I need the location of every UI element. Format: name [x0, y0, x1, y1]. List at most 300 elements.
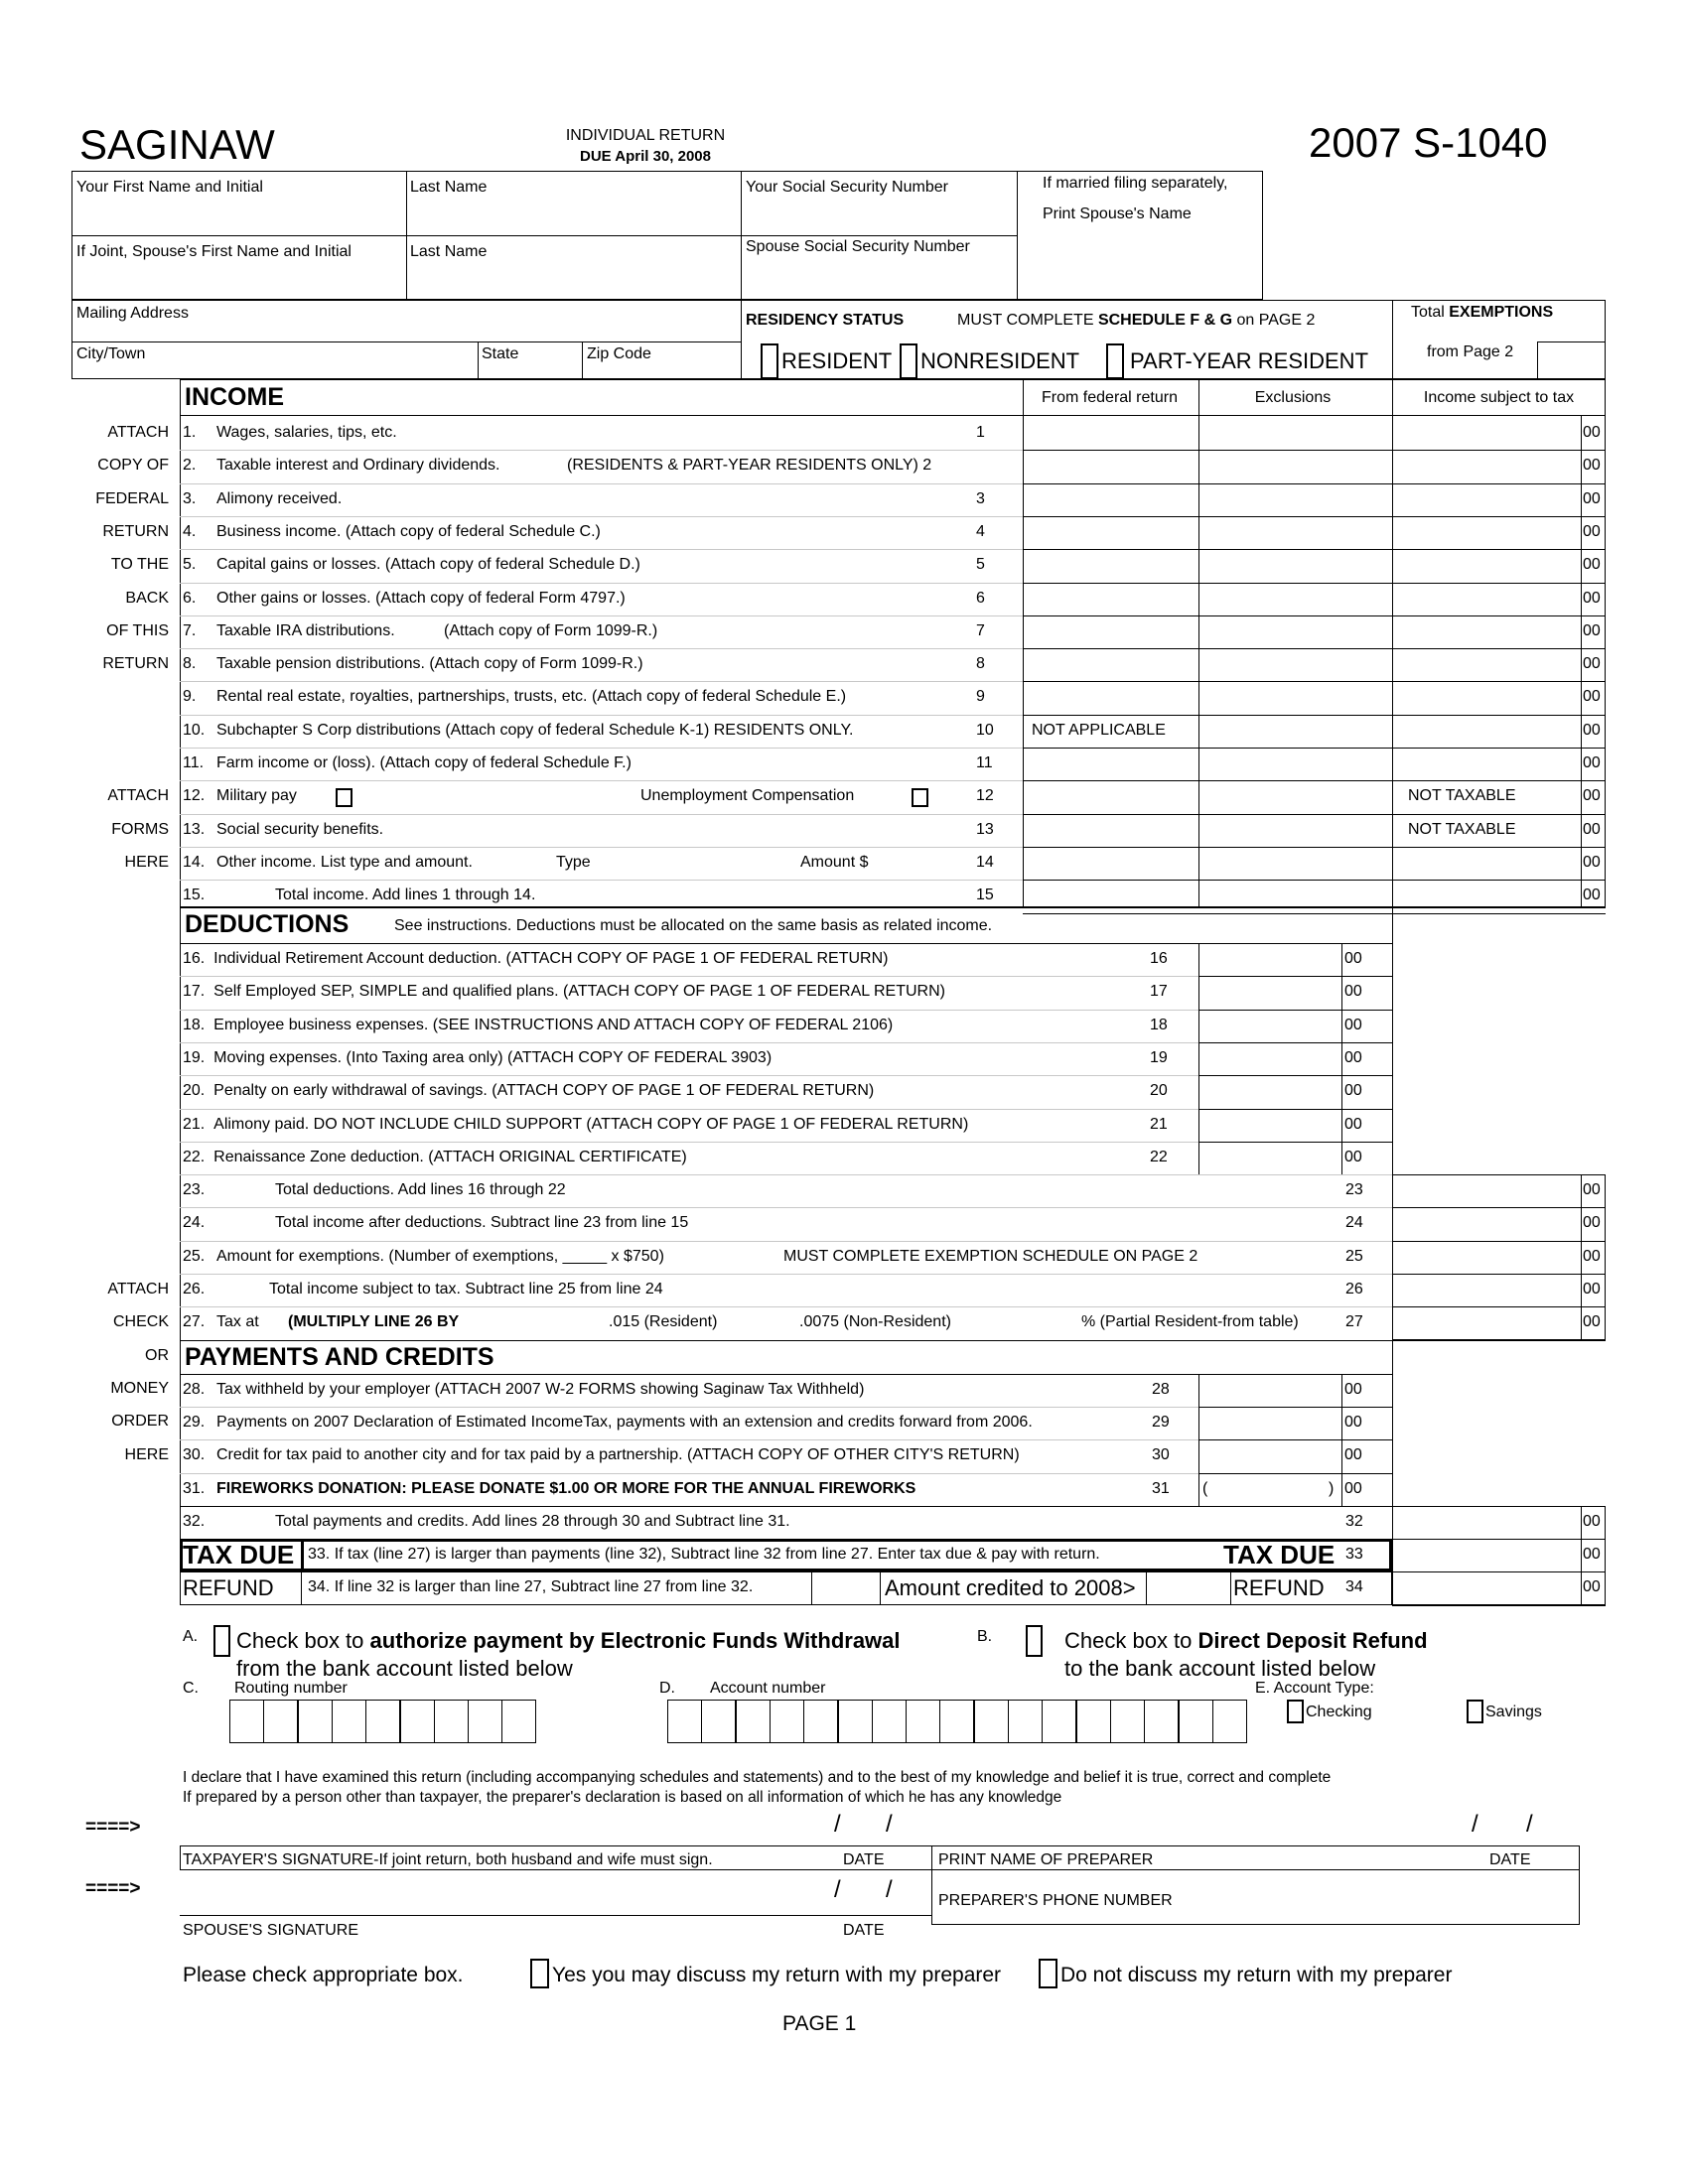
line-number: 18.: [183, 1016, 206, 1033]
line-ref-number: 16: [1150, 950, 1168, 967]
side-instruction: FORMS: [111, 820, 169, 838]
line-number: 22.: [183, 1148, 206, 1165]
line-19-input[interactable]: [1201, 1045, 1340, 1073]
account-digit-cell[interactable]: [1179, 1700, 1213, 1743]
part-year-checkbox[interactable]: [1106, 343, 1124, 379]
line-text: Taxable interest and Ordinary dividends.: [216, 457, 500, 475]
refund-extra-input[interactable]: [815, 1575, 881, 1602]
d-letter: D.: [659, 1680, 675, 1697]
checking-label: Checking: [1306, 1704, 1372, 1720]
line-14-federal-input[interactable]: [1026, 850, 1197, 878]
resident-checkbox[interactable]: [761, 343, 778, 379]
ded-col-rule: [1198, 943, 1199, 1174]
account-digit-cell[interactable]: [838, 1700, 873, 1743]
row-rule: [1023, 516, 1606, 517]
row-rule: [180, 583, 1023, 584]
taxpayer-signature-label: TAXPAYER'S SIGNATURE-If joint return, both husband and wife must sign.: [183, 1851, 713, 1868]
line-34-input[interactable]: [1396, 1575, 1579, 1602]
line-32-input[interactable]: [1396, 1510, 1579, 1537]
side-instruction: RETURN: [102, 655, 169, 673]
line-3-taxable-input[interactable]: [1395, 486, 1580, 514]
line-text: Alimony paid. DO NOT INCLUDE CHILD SUPPORT (ATTACH COPY OF PAGE 1 OF FEDERAL RETURN): [213, 1115, 969, 1133]
line-ref-number: 12: [976, 787, 994, 805]
line-6-federal-input[interactable]: [1026, 586, 1197, 614]
row-rule: [1198, 1473, 1392, 1474]
line-2-taxable-input[interactable]: [1395, 453, 1580, 480]
military-pay-checkbox[interactable]: [336, 788, 352, 807]
line-11-exclusion-input[interactable]: [1201, 751, 1391, 778]
deductions-heading: DEDUCTIONS: [185, 910, 350, 938]
account-digit-cell[interactable]: [701, 1700, 736, 1743]
row-rule: [180, 1407, 1198, 1408]
col-exclusions-header: Exclusions: [1254, 389, 1332, 406]
line-9-taxable-input[interactable]: [1395, 684, 1580, 712]
line-8-federal-input[interactable]: [1026, 651, 1197, 679]
line-23-input[interactable]: [1395, 1177, 1580, 1205]
line-ref-number: 23: [1345, 1181, 1363, 1199]
line-ref-number: 5: [976, 556, 985, 574]
line-number: 29.: [183, 1413, 206, 1431]
account-digit-cell[interactable]: [1076, 1700, 1111, 1743]
nonresident-label: NONRESIDENT: [920, 348, 1080, 373]
line-ref-number: 26: [1345, 1281, 1363, 1297]
line-text: [183, 983, 1112, 1001]
line-25-input[interactable]: [1395, 1244, 1580, 1272]
line-text: Other gains or losses. (Attach copy of federal Form 4797.): [216, 589, 626, 607]
taxpayer-date-label: DATE: [843, 1851, 885, 1868]
pay-frame-right: [1392, 1340, 1393, 1506]
row-rule: [1198, 1407, 1392, 1408]
date-slash: /: [1472, 1811, 1478, 1838]
row-rule: [180, 1374, 1392, 1375]
line-1-taxable-input[interactable]: [1395, 420, 1580, 448]
line-number: 15.: [183, 887, 206, 904]
signature-line: [180, 1915, 931, 1916]
cents-label: 00: [1583, 853, 1601, 871]
id-divider: [1017, 171, 1018, 300]
refund-divider: [1146, 1571, 1147, 1604]
taxpayer-arrow: ====>: [85, 1817, 141, 1838]
row-rule: [1198, 1075, 1392, 1076]
line-17-input[interactable]: [1201, 979, 1340, 1007]
line-18-input[interactable]: [1201, 1013, 1340, 1040]
side-instruction: OR: [145, 1346, 169, 1364]
row-rule: [1023, 913, 1606, 914]
line-text: Rental real estate, royalties, partnerships, trusts, etc. (Attach copy of federal Schedule E.): [216, 688, 847, 706]
declaration-line-1: I declare that I have examined this return (including accompanying schedules and statements) and to the best of my knowledge and belief it is true, correct and complete: [183, 1769, 1332, 1786]
line-14-taxable-input[interactable]: [1395, 850, 1580, 878]
routing-digit-cell[interactable]: [468, 1700, 502, 1743]
cents-label: 00: [1583, 820, 1601, 838]
line-5-exclusion-input[interactable]: [1201, 552, 1391, 580]
line-11-federal-input[interactable]: [1026, 751, 1197, 778]
line-text: Moving expenses. (Into Taxing area only) (ATTACH COPY OF FEDERAL 3903): [213, 1048, 773, 1066]
row-rule: [180, 748, 1023, 749]
id-divider: [71, 235, 1017, 236]
discuss-no-checkbox[interactable]: [1039, 1959, 1057, 1988]
return-type: INDIVIDUAL RETURN: [565, 127, 726, 144]
spouse-last-name-input[interactable]: [413, 264, 735, 296]
side-instruction: ATTACH: [107, 1281, 169, 1297]
line-text: Total deductions. Add lines 16 through 22: [275, 1181, 566, 1199]
cents-label: 00: [1583, 1546, 1601, 1564]
row-rule: [1392, 1274, 1606, 1275]
line-12-taxable-input[interactable]: [1395, 783, 1580, 811]
city-town-label: City/Town: [76, 345, 146, 362]
sig-divider: [1579, 1845, 1580, 1925]
row-rule: [180, 1306, 1392, 1307]
resident-rate: .015 (Resident): [609, 1313, 718, 1331]
line-6-taxable-input[interactable]: [1395, 586, 1580, 614]
line-text: Alimony received.: [216, 489, 343, 507]
line-text: Tax withheld by your employer (ATTACH 2007 W-2 FORMS showing Saginaw Tax Withheld): [216, 1380, 865, 1398]
cents-label: 00: [1583, 721, 1601, 739]
line-text: Self Employed SEP, SIMPLE and qualified plans. (ATTACH COPY OF PAGE 1 OF FEDERAL RETURN): [213, 983, 945, 1001]
row-rule: [180, 615, 1023, 616]
amount-credited-label: Amount credited to 2008>: [885, 1575, 1136, 1601]
account-digit-cell[interactable]: [1212, 1700, 1247, 1743]
first-name-input[interactable]: [79, 199, 401, 230]
row-rule: [1023, 847, 1606, 848]
date-slash: /: [886, 1876, 893, 1903]
line-9-federal-input[interactable]: [1026, 684, 1197, 712]
cents-label: 00: [1583, 522, 1601, 540]
address-divider: [582, 341, 583, 379]
line-28-input[interactable]: [1212, 1377, 1330, 1405]
cents-label: 00: [1583, 621, 1601, 639]
line-ref-number: 8: [976, 655, 985, 673]
line-7-taxable-input[interactable]: [1395, 618, 1580, 646]
address-divider: [478, 341, 479, 379]
line-ref-number: 31: [1152, 1479, 1170, 1497]
row-rule: [180, 1439, 1198, 1440]
mailing-address-label: Mailing Address: [76, 305, 189, 322]
line-29-input[interactable]: [1212, 1410, 1330, 1437]
line-21-input[interactable]: [1201, 1112, 1340, 1140]
line-ref-number: 18: [1150, 1016, 1168, 1033]
line-number: 21.: [183, 1115, 206, 1133]
spouse-first-name-input[interactable]: [79, 264, 401, 296]
line-7-exclusion-input[interactable]: [1201, 618, 1391, 646]
line-number: 6.: [183, 589, 197, 607]
col-taxable-header: Income subject to tax: [1423, 389, 1575, 406]
line-text: Amount for exemptions. (Number of exemptions, _____ x $750): [216, 1247, 664, 1265]
address-divider: [71, 341, 741, 342]
routing-digit-cell[interactable]: [298, 1700, 333, 1743]
nonresident-checkbox[interactable]: [900, 343, 917, 379]
line-text: Business income. (Attach copy of federal Schedule C.): [216, 522, 601, 540]
row-rule: [180, 1207, 1392, 1208]
row-rule: [180, 1274, 1392, 1275]
line-text: Tax at: [216, 1313, 259, 1331]
efw-label: Check box to authorize payment by Electronic Funds Withdrawal: [236, 1628, 901, 1653]
row-rule: [180, 483, 1023, 484]
line-11-taxable-input[interactable]: [1395, 751, 1580, 778]
line-number: 25.: [183, 1247, 206, 1265]
cents-label: 00: [1583, 589, 1601, 607]
savings-checkbox[interactable]: [1467, 1700, 1483, 1723]
cents-label: 00: [1583, 1214, 1601, 1232]
cents-label: 00: [1344, 983, 1362, 1001]
line-10-exclusion-input[interactable]: [1201, 718, 1391, 746]
partial-rate: % (Partial Resident-from table): [1081, 1313, 1299, 1331]
line-text: Total income. Add lines 1 through 14.: [275, 887, 536, 904]
row-rule: [180, 780, 1023, 781]
routing-digit-cell[interactable]: [332, 1700, 366, 1743]
spouse-name-input[interactable]: [1025, 228, 1257, 290]
line-13-federal-input[interactable]: [1026, 817, 1197, 845]
line-ref-number: 21: [1150, 1115, 1168, 1133]
routing-digit-cell[interactable]: [434, 1700, 469, 1743]
cents-label: 00: [1583, 1247, 1601, 1265]
routing-digit-cell[interactable]: [263, 1700, 298, 1743]
line-number: 3.: [183, 489, 197, 507]
row-rule: [1023, 681, 1606, 682]
side-instruction: BACK: [125, 589, 169, 607]
line-33-input[interactable]: [1396, 1543, 1579, 1570]
line-ref-number: 6: [976, 589, 985, 607]
sig-divider: [931, 1845, 932, 1925]
line-16-input[interactable]: [1201, 946, 1340, 974]
line-1-exclusion-input[interactable]: [1201, 420, 1391, 448]
married-separately-label: If married filing separately,: [1043, 175, 1228, 192]
spouse-ssn-input[interactable]: [749, 260, 1011, 296]
line-number: 16.: [183, 950, 206, 967]
preparer-name-label: PRINT NAME OF PREPARER: [938, 1851, 1154, 1868]
checking-checkbox[interactable]: [1287, 1700, 1304, 1723]
row-rule: [1023, 450, 1606, 451]
line-26-input[interactable]: [1395, 1277, 1580, 1304]
line-number: 2.: [183, 457, 197, 475]
account-digit-cell[interactable]: [906, 1700, 940, 1743]
line-5-taxable-input[interactable]: [1395, 552, 1580, 580]
line-text: [183, 1049, 1112, 1067]
cents-label: 00: [1344, 1380, 1362, 1398]
side-instruction: ATTACH: [107, 424, 169, 441]
line-text: [183, 1082, 1112, 1100]
line-ref-number: 17: [1150, 983, 1168, 1001]
line-text: Individual Retirement Account deduction. (ATTACH COPY OF PAGE 1 OF FEDERAL RETURN): [213, 950, 889, 967]
signature-line: [931, 1924, 1579, 1925]
discuss-no-label: Do not discuss my return with my preparer: [1060, 1964, 1453, 1986]
line-text: Credit for tax paid to another city and for tax paid by a partnership. (ATTACH COPY OF OTHER CITY'S RETURN): [216, 1446, 1020, 1464]
line-4-taxable-input[interactable]: [1395, 519, 1580, 547]
line-4-exclusion-input[interactable]: [1201, 519, 1391, 547]
frame-left: [180, 907, 181, 1569]
line-3-exclusion-input[interactable]: [1201, 486, 1391, 514]
line-number: 4.: [183, 522, 197, 540]
line-10-taxable-input[interactable]: [1395, 718, 1580, 746]
line-ref-number: 20: [1150, 1082, 1168, 1100]
line-text: Subchapter S Corp distributions (Attach copy of federal Schedule K-1) RESIDENTS ONLY.: [216, 721, 854, 739]
routing-digit-cell[interactable]: [365, 1700, 400, 1743]
income-cents-rule: [1581, 415, 1582, 907]
account-digit-cell[interactable]: [770, 1700, 804, 1743]
line-number: 1.: [183, 424, 197, 441]
line-3-federal-input[interactable]: [1026, 486, 1197, 514]
zip-label: Zip Code: [587, 345, 651, 362]
line-14-exclusion-input[interactable]: [1201, 850, 1391, 878]
account-digit-cell[interactable]: [1144, 1700, 1179, 1743]
preparer-date-label: DATE: [1489, 1851, 1531, 1868]
tax-due-divider: [301, 1539, 304, 1571]
line-31-input[interactable]: [1212, 1476, 1330, 1504]
line-4-federal-input[interactable]: [1026, 519, 1197, 547]
line-text: [183, 1017, 1112, 1034]
account-digit-cell[interactable]: [1042, 1700, 1076, 1743]
line-text: Military pay: [216, 787, 297, 805]
cents-label: 00: [1583, 1181, 1601, 1199]
signature-line: [180, 1869, 1579, 1870]
account-digit-cell[interactable]: [872, 1700, 907, 1743]
account-digit-cell[interactable]: [736, 1700, 771, 1743]
line-6-exclusion-input[interactable]: [1201, 586, 1391, 614]
spouse-signature-label: SPOUSE'S SIGNATURE: [183, 1922, 359, 1939]
row-rule: [180, 516, 1023, 517]
line-number: 27.: [183, 1313, 206, 1331]
line-number: 23.: [183, 1181, 206, 1199]
address-divider: [741, 300, 742, 379]
account-digit-cell[interactable]: [1110, 1700, 1145, 1743]
account-digit-cell[interactable]: [939, 1700, 974, 1743]
line-12-federal-input[interactable]: [1026, 783, 1197, 811]
unemployment-checkbox[interactable]: [912, 788, 928, 807]
cents-label: 00: [1583, 688, 1601, 706]
account-digit-cell[interactable]: [667, 1700, 702, 1743]
line-8-exclusion-input[interactable]: [1201, 651, 1391, 679]
line-ref-number: 24: [1345, 1214, 1363, 1232]
tax-due-label-right: TAX DUE: [1223, 1540, 1336, 1570]
efw-sublabel: from the bank account listed below: [236, 1656, 573, 1681]
id-divider: [741, 171, 742, 300]
cents-label: 00: [1583, 1578, 1601, 1596]
line-number: 28.: [183, 1380, 206, 1398]
line-number: 17.: [183, 983, 206, 1001]
refund-label-right: REFUND: [1233, 1575, 1325, 1601]
line-5-federal-input[interactable]: [1026, 552, 1197, 580]
line-22-input[interactable]: [1201, 1145, 1340, 1172]
last-name-input[interactable]: [413, 199, 735, 230]
line-text: Employee business expenses. (SEE INSTRUCTIONS AND ATTACH COPY OF FEDERAL 2106): [213, 1016, 894, 1033]
line-30-input[interactable]: [1212, 1442, 1330, 1470]
mailing-address-input[interactable]: [189, 304, 729, 336]
row-rule: [1198, 1439, 1392, 1440]
line-number: 31.: [183, 1479, 206, 1497]
line-number: 11.: [183, 754, 205, 771]
residency-status-label: RESIDENCY STATUS: [746, 312, 905, 329]
row-rule: [180, 1142, 1198, 1143]
cents-label: 00: [1583, 787, 1601, 805]
line-27-input[interactable]: [1395, 1309, 1580, 1337]
row-rule: [1392, 1539, 1606, 1540]
routing-digit-cell[interactable]: [229, 1700, 264, 1743]
line-text: Wages, salaries, tips, etc.: [216, 424, 397, 441]
discuss-yes-checkbox[interactable]: [530, 1959, 549, 1988]
row-rule: [1198, 1010, 1392, 1011]
line-ref-number: 34: [1345, 1578, 1363, 1596]
spouse-ssn-label: Spouse Social Security Number: [746, 238, 970, 255]
line-8-taxable-input[interactable]: [1395, 651, 1580, 679]
account-digit-cell[interactable]: [1008, 1700, 1043, 1743]
last-name-label: Last Name: [410, 179, 488, 196]
amount-credited-input[interactable]: [1150, 1575, 1229, 1602]
row-rule: [180, 715, 1023, 716]
row-rule: [1023, 615, 1606, 616]
side-instruction: OF THIS: [106, 621, 169, 639]
line-10-federal-input[interactable]: [1026, 718, 1197, 746]
line-2-exclusion-input[interactable]: [1201, 453, 1391, 480]
line-13-taxable-input[interactable]: [1395, 817, 1580, 845]
row-rule: [180, 549, 1023, 550]
line-ref-number: 29: [1152, 1413, 1170, 1431]
account-digit-cell[interactable]: [974, 1700, 1009, 1743]
line-20-input[interactable]: [1201, 1078, 1340, 1106]
line-12-exclusion-input[interactable]: [1201, 783, 1391, 811]
cents-label: 00: [1344, 1413, 1362, 1431]
ssn-input[interactable]: [749, 199, 1011, 230]
side-instruction: FEDERAL: [95, 489, 169, 507]
cents-label: 00: [1583, 1313, 1601, 1331]
line-number: 13.: [183, 820, 206, 838]
line-number: 10.: [183, 721, 206, 739]
savings-label: Savings: [1485, 1704, 1542, 1720]
line-text: Total income subject to tax. Subtract line 25 from line 24: [269, 1281, 663, 1297]
line-ref-number: 30: [1152, 1446, 1170, 1464]
direct-deposit-checkbox[interactable]: [1026, 1625, 1043, 1657]
cents-label: 00: [1344, 1082, 1362, 1100]
c-letter: C.: [183, 1680, 199, 1697]
cents-label: 00: [1583, 424, 1601, 441]
line-9-exclusion-input[interactable]: [1201, 684, 1391, 712]
discuss-yes-label: Yes you may discuss my return with my preparer: [552, 1964, 1002, 1986]
account-digit-cell[interactable]: [803, 1700, 838, 1743]
row-rule: [1392, 1207, 1606, 1208]
account-type-label: E. Account Type:: [1255, 1680, 1374, 1697]
row-rule: [1392, 1571, 1606, 1572]
efw-checkbox[interactable]: [213, 1625, 230, 1657]
row-rule: [1392, 1306, 1606, 1307]
line-number: 14.: [183, 853, 206, 871]
line-number: 24.: [183, 1214, 206, 1232]
row-rule: [180, 1109, 1198, 1110]
line-ref-number: 3: [976, 489, 985, 507]
line-13-exclusion-input[interactable]: [1201, 817, 1391, 845]
row-rule: [180, 450, 1023, 451]
cents-label: 00: [1344, 1148, 1362, 1165]
routing-digit-cell[interactable]: [501, 1700, 536, 1743]
ssn-label: Your Social Security Number: [746, 179, 948, 196]
line-7-federal-input[interactable]: [1026, 618, 1197, 646]
line-1-federal-input[interactable]: [1026, 420, 1197, 448]
line-2-federal-input[interactable]: [1026, 453, 1197, 480]
line-24-input[interactable]: [1395, 1210, 1580, 1238]
line-text: Penalty on early withdrawal of savings. (ATTACH COPY OF PAGE 1 OF FEDERAL RETURN): [213, 1082, 875, 1100]
row-rule: [180, 1241, 1392, 1242]
direct-deposit-sublabel: to the bank account listed below: [1064, 1656, 1376, 1681]
paren-close: ): [1329, 1479, 1335, 1497]
id-divider: [406, 171, 407, 300]
line-number: 32.: [183, 1512, 206, 1530]
income-heading: INCOME: [185, 383, 284, 411]
exemptions-count-box[interactable]: [1537, 341, 1606, 379]
paren-open: (: [1202, 1479, 1208, 1497]
declaration-line-2: If prepared by a person other than taxpayer, the preparer's declaration is based on all information of which he has any knowledge: [183, 1789, 1062, 1806]
cents-label: 00: [1344, 950, 1362, 967]
routing-digit-cell[interactable]: [400, 1700, 435, 1743]
line-ref-number: 9: [976, 688, 985, 706]
line-number: 9.: [183, 688, 197, 706]
date-slash: /: [834, 1811, 841, 1838]
